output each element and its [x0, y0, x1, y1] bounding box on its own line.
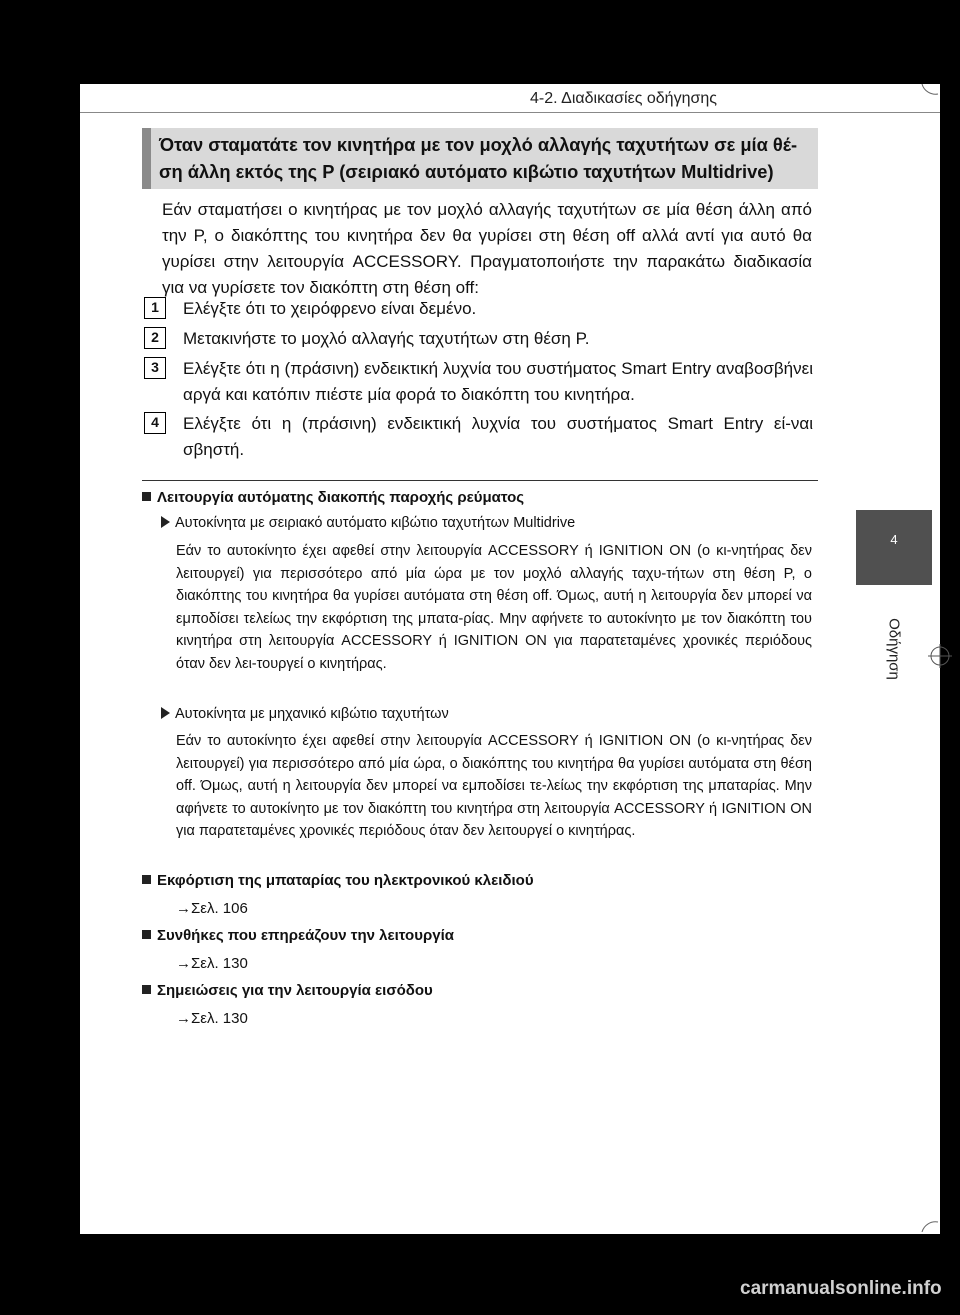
paragraph-manual: Εάν το αυτοκίνητο έχει αφεθεί στην λειτουργία ACCESSORY ή IGNITION ON (ο κι-νητήρας δεν λειτουργεί) για περισσότερο από μία ώρα, ο διακόπτης του κινητήρα θα γυρίσει αυτόματα στη θέση off. Όμως, αυτή η λειτουργία δεν μπορεί να εμποδίσει τε-λείως την εκφόρτιση της μπαταρίας. Μην αφήνετε το αυτοκίνητο με τον διακόπτη του κινητήρα στη λειτουργία ACCESSORY ή IGNITION ON για παρατεταμένες χρονικές περιόδους όταν δεν λειτουργεί ο κινητήρας. — [176, 733, 812, 839]
triangle-bullet-icon — [161, 516, 170, 528]
step-number-1: 1 — [144, 297, 166, 319]
crop-mark-icon — [920, 1212, 940, 1232]
step-text-3: Ελέγξτε ότι η (πράσινη) ενδεικτική λυχνία του συστήματος Smart Entry αναβοσβήνει αργά και κατόπιν πιέστε μία φορά το διακόπτη του κινητήρα. — [183, 359, 813, 404]
paragraph-multidrive: Εάν το αυτοκίνητο έχει αφεθεί στην λειτουργία ACCESSORY ή IGNITION ON (ο κι-νητήρας δεν λειτουργεί) για περισσότερο από μία ώρα με τον μοχλό αλλαγής ταχυ-τήτων στη θέση P, ο διακόπτης του κινητήρα θα γυρίσει αυτόματα στη θέση off. Όμως, αυτή η λειτουργία δεν μπορεί να εμποδίσει τελείως την εκφόρτιση της μπατα-ρίας. Μην αφήνετε το αυτοκίνητο με τον διακόπτη του κινητήρα στη λειτουργία ACCESSORY ή IGNITION ON για παρατεταμένες χρονικές περιόδους όταν δεν λει-τουργεί ο κινητήρας. — [176, 543, 812, 672]
section-heading-text: Εκφόρτιση της μπαταρίας του ηλεκτρονικού κλειδιού — [157, 872, 534, 889]
triangle-bullet-icon — [161, 707, 170, 719]
page-reference-130-a[interactable]: →Σελ. 130 — [176, 955, 248, 972]
subheading-multidrive — [161, 513, 575, 533]
section-heading-conditions — [142, 926, 454, 946]
square-bullet-icon — [142, 492, 151, 501]
step-number-2: 2 — [144, 327, 166, 349]
section-title-line-2: ση άλλη εκτός της P (σειριακό αυτόματο κιβώτιο ταχυτήτων Multidrive) — [159, 161, 774, 182]
step-text-2: Μετακινήστε το μοχλό αλλαγής ταχυτήτων στη θέση P. — [183, 329, 590, 348]
section-heading-text: Λειτουργία αυτόματης διακοπής παροχής ρεύματος — [157, 489, 525, 506]
section-heading-text: Συνθήκες που επηρεάζουν την λειτουργία — [157, 927, 454, 944]
watermark-text: carmanualsonline.info — [740, 1278, 942, 1299]
section-divider — [142, 480, 818, 481]
crop-mark-icon — [920, 84, 940, 104]
section-heading-entry-notes — [142, 981, 433, 1001]
chapter-side-tab — [856, 510, 932, 585]
chapter-title: 4-2. Διαδικασίες οδήγησης — [530, 90, 717, 107]
subheading-manual — [161, 704, 449, 724]
chapter-number: 4 — [890, 532, 898, 547]
section-heading-key-battery — [142, 871, 534, 891]
page-reference-130-b[interactable]: →Σελ. 130 — [176, 1010, 248, 1027]
registration-mark-icon — [928, 644, 952, 668]
step-text-1: Ελέγξτε ότι το χειρόφρενο είναι δεμένο. — [183, 299, 477, 318]
chapter-side-label — [882, 604, 906, 694]
page-header — [80, 84, 940, 114]
square-bullet-icon — [142, 930, 151, 939]
intro-paragraph: Εάν σταματήσει ο κινητήρας με τον μοχλό αλλαγής ταχυτήτων σε μία θέση άλλη από την P, ο διακόπτης του κινητήρα δεν θα γυρίσει στη θέση off αλλά αντί για αυτό θα γυρίσει στην λειτουργία ACCESSORY. Πραγματοποιήστε την παρακάτω διαδικασία για να γυρίσετε τον διακόπτη στη θέση off: — [162, 200, 812, 297]
step-number-3: 3 — [144, 357, 166, 379]
step-text-4: Ελέγξτε ότι η (πράσινη) ενδεικτική λυχνία του συστήματος Smart Entry εί-ναι σβηστή. — [183, 414, 813, 459]
section-heading-text: Σημειώσεις για την λειτουργία εισόδου — [157, 982, 433, 999]
chapter-label-text: Οδήγηση — [885, 618, 903, 680]
section-heading-auto-power-off — [142, 488, 524, 508]
section-title-box — [142, 128, 818, 189]
square-bullet-icon — [142, 985, 151, 994]
subheading-text: Αυτοκίνητα με σειριακό αυτόματο κιβώτιο ταχυτήτων Multidrive — [175, 515, 576, 531]
header-rule — [80, 112, 940, 113]
page-reference-106[interactable]: →Σελ. 106 — [176, 900, 248, 917]
section-title-line-1: Όταν σταματάτε τον κινητήρα με τον μοχλό αλλαγής ταχυτήτων σε μία θέ- — [159, 134, 798, 155]
manual-page — [80, 84, 940, 1234]
subheading-text: Αυτοκίνητα με μηχανικό κιβώτιο ταχυτήτων — [175, 706, 449, 722]
step-number-4: 4 — [144, 412, 166, 434]
square-bullet-icon — [142, 875, 151, 884]
